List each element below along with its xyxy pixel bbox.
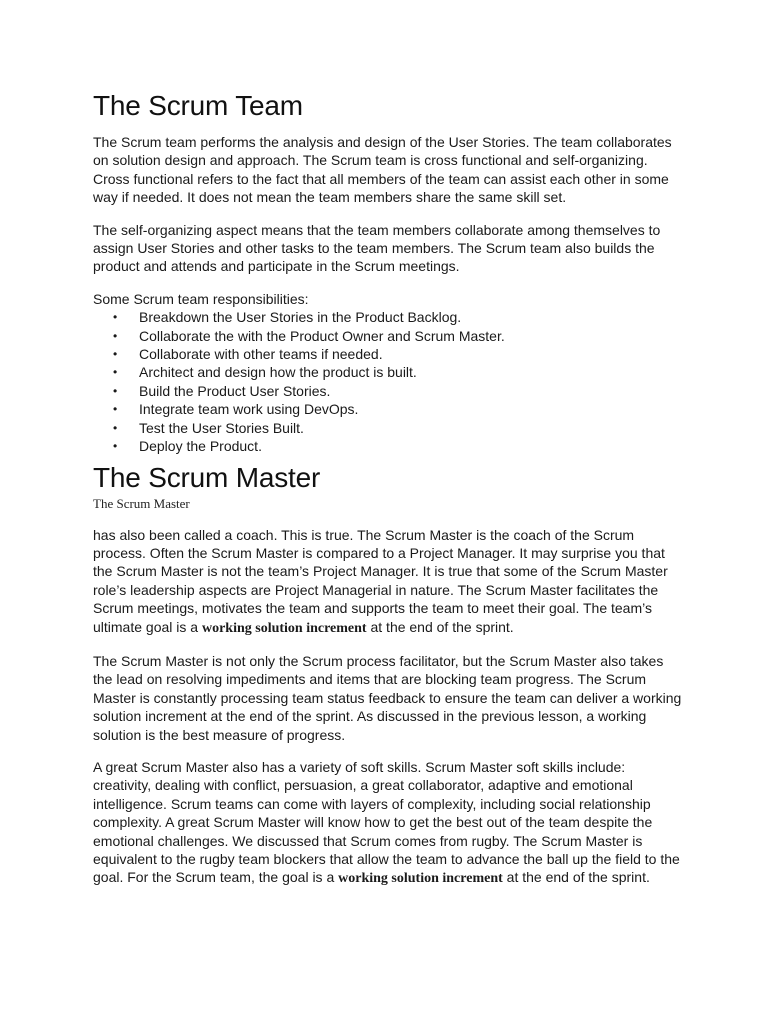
list-item-text: Test the User Stories Built. — [139, 419, 304, 436]
list-item — [93, 419, 683, 437]
scrum-team-paragraph-2: The self-organizing aspect means that the team members collaborate among themselves to assign User Stories and other tasks to the team members. The Scrum team also builds the product and attends and participate in the Scrum meetings. — [93, 221, 661, 275]
list-item-text: Architect and design how the product is built. — [139, 364, 417, 381]
list-item — [93, 363, 683, 381]
list-item — [93, 327, 683, 345]
bullet-icon: • — [113, 402, 118, 417]
list-item-text: Integrate team work using DevOps. — [139, 401, 359, 418]
emphasis-working-solution-increment: working solution increment — [201, 620, 367, 636]
list-item-text: Deploy the Product. — [139, 438, 262, 455]
document-page — [93, 88, 683, 889]
section-heading-scrum-team: The Scrum Team — [93, 90, 303, 121]
bullet-icon: • — [113, 383, 118, 398]
list-item-text: Breakdown the User Stories in the Product Backlog. — [139, 309, 462, 326]
bullet-icon: • — [113, 439, 118, 454]
scrum-master-paragraph-2: The Scrum Master is not only the Scrum process facilitator, but the Scrum Master also takes the lead on resolving impediments and items that are blocking team progress. The Scrum Master is constantly processing team status feedback to ensure the team can deliver a working solution increment at the end of the sprint. As discussed in the previous lesson, a working solution is the best measure of progress. — [93, 652, 682, 743]
list-item-text: Build the Product User Stories. — [139, 382, 331, 399]
list-item — [93, 308, 683, 326]
bullet-icon: • — [113, 420, 118, 435]
list-item — [93, 345, 683, 363]
scrum-team-paragraph-1: The Scrum team performs the analysis and design of the User Stories. The team collaborates on solution design and approach. The Scrum team is cross functional and self-organizing. Cross functional refers to the fact that all members of the team can assist each other in some way if needed. It does not mean the team members share the same skill set. — [93, 134, 672, 206]
list-item — [93, 400, 683, 418]
list-item — [93, 382, 683, 400]
bullet-icon: • — [113, 365, 118, 380]
paragraph-text: has also been called a coach. This is true. The Scrum Master is the coach of the Scrum process. Often the Scrum Master is compared to a Project Manager. It may surprise you that the Scrum Master is not the team’s Project Manager. It is true that some of the Scrum Master role’s leadership aspects are Project Managerial in nature. The Scrum Master facilitates the Scrum meetings, motivates the team and supports the team to meet their goal. The team’s ultimate goal is a — [93, 526, 668, 635]
scrum-master-subheading: The Scrum Master — [93, 495, 190, 511]
section-heading-scrum-master: The Scrum Master — [93, 461, 321, 493]
bullet-icon: • — [113, 328, 118, 343]
list-item-text: Collaborate with other teams if needed. — [139, 346, 383, 363]
paragraph-text: A great Scrum Master also has a variety of soft skills. Scrum Master soft skills include: creativity, dealing with conflict, persuasion, a great collaborator, adaptive and emotional intelligence. Scrum teams can come with layers of complexity, including social relationship complexity. A great Scrum Master will know how to get the best out of the team despite the emotional challenges. We discussed that Scrum comes from rugby. The Scrum Master is equivalent to the rugby team blockers that allow the team to advance the ball up the field to the goal. For the Scrum team, the goal is a — [93, 758, 680, 886]
paragraph-tail: at the end of the sprint. — [366, 618, 514, 635]
bullet-icon: • — [113, 347, 118, 362]
responsibilities-list — [93, 308, 683, 455]
responsibilities-intro: Some Scrum team responsibilities: — [93, 290, 309, 307]
emphasis-working-solution-increment: working solution increment — [338, 871, 503, 887]
list-item — [93, 437, 683, 455]
list-item-text: Collaborate the with the Product Owner and Scrum Master. — [139, 327, 505, 344]
paragraph-tail: at the end of the sprint. — [502, 869, 650, 886]
bullet-icon: • — [113, 310, 118, 325]
scrum-master-paragraph-1 — [93, 526, 683, 638]
scrum-master-paragraph-3 — [93, 758, 683, 889]
